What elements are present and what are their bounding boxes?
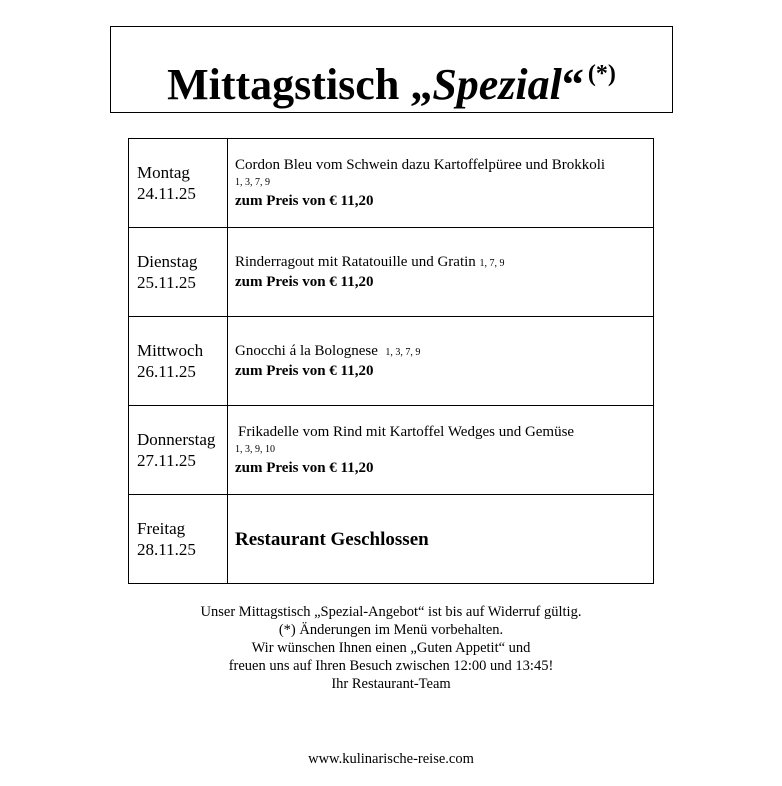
day-date: 26.11.25	[137, 362, 196, 381]
day-date: 27.11.25	[137, 451, 196, 470]
title-note-marker: (*)	[587, 61, 616, 87]
day-date: 25.11.25	[137, 273, 196, 292]
dish-allergens: 1, 7, 9	[479, 257, 505, 269]
day-cell	[129, 406, 228, 495]
day-name: Dienstag	[137, 252, 198, 271]
closed-notice: Restaurant Geschlossen	[235, 528, 429, 550]
website-url: www.kulinarische-reise.com	[308, 751, 474, 767]
menu-row-monday	[129, 139, 654, 228]
footer-line: Ihr Restaurant-Team	[331, 676, 451, 692]
dish-price: zum Preis von € 11,20	[235, 362, 374, 379]
dish-cell	[228, 139, 654, 228]
day-date: 24.11.25	[137, 184, 196, 203]
day-name: Mittwoch	[137, 341, 204, 360]
dish-price: zum Preis von € 11,20	[235, 192, 374, 209]
footer-line: freuen uns auf Ihren Besuch zwischen 12:00 und 13:45!	[228, 658, 554, 674]
footer-line: Wir wünschen Ihnen einen „Guten Appetit“ und	[251, 640, 531, 656]
dish-allergens: 1, 3, 9, 10	[235, 443, 275, 455]
menu-table	[128, 138, 654, 584]
day-name: Montag	[137, 163, 190, 182]
dish-name: Frikadelle vom Rind mit Kartoffel Wedges und Gemüse	[238, 423, 575, 440]
dish-name: Gnocchi á la Bolognese	[235, 342, 378, 359]
page-title	[111, 49, 672, 110]
day-date: 28.11.25	[137, 540, 196, 559]
dish-price: zum Preis von € 11,20	[235, 273, 374, 290]
day-name: Freitag	[137, 519, 186, 538]
day-cell	[129, 317, 228, 406]
dish-name: Cordon Bleu vom Schwein dazu Kartoffelpüree und Brokkoli	[235, 156, 606, 173]
day-cell	[129, 495, 228, 584]
dish-cell	[228, 228, 654, 317]
title-close-quote: “	[561, 60, 584, 109]
menu-row-thursday	[129, 406, 654, 495]
dish-cell	[228, 406, 654, 495]
dish-allergens: 1, 3, 7, 9	[235, 176, 270, 188]
dish-allergens: 1, 3, 7, 9	[385, 346, 421, 358]
footer-line: (*) Änderungen im Menü vorbehalten.	[278, 622, 504, 638]
day-name: Donnerstag	[137, 430, 216, 449]
footer-line: Unser Mittagstisch „Spezial-Angebot“ ist bis auf Widerruf gültig.	[200, 604, 582, 620]
title-spezial: Spezial	[432, 60, 562, 109]
menu-row-tuesday	[129, 228, 654, 317]
dish-name: Rinderragout mit Ratatouille und Gratin	[235, 253, 476, 270]
dish-price: zum Preis von € 11,20	[235, 459, 374, 476]
menu-row-friday	[129, 495, 654, 584]
menu-row-wednesday	[129, 317, 654, 406]
day-cell	[129, 228, 228, 317]
footer-text	[0, 603, 782, 693]
day-cell	[129, 139, 228, 228]
title-main: Mittagstisch „	[167, 60, 433, 109]
dish-cell	[228, 317, 654, 406]
title-box	[110, 26, 673, 113]
dish-cell	[228, 495, 654, 584]
